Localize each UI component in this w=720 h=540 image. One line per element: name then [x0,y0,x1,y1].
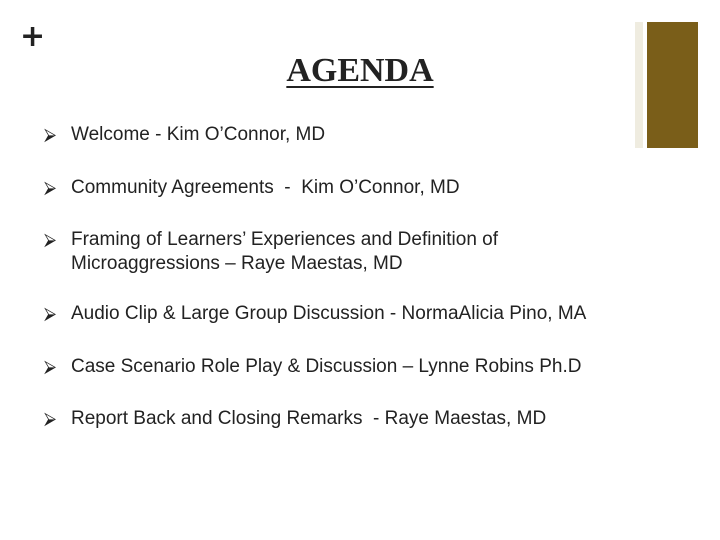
agenda-item [44,123,704,147]
arrow-bullet-icon: ⮚ [44,125,57,145]
agenda-item-text: Welcome - Kim O’Connor, MD [71,124,326,145]
agenda-item-text: Case Scenario Role Play & Discussion – Lynne Robins Ph.D [71,356,582,377]
arrow-bullet-icon: ⮚ [44,304,57,324]
agenda-item-text: Audio Clip & Large Group Discussion - NormaAlicia Pino, MA [71,303,587,324]
page-title-text: AGENDA [286,52,434,89]
agenda-item [44,355,704,379]
arrow-bullet-icon: ⮚ [44,409,57,429]
agenda-item [44,302,704,326]
arrow-bullet-icon: ⮚ [44,230,57,250]
agenda-item [44,228,704,276]
plus-marker: + [20,19,46,54]
agenda-item-text: Report Back and Closing Remarks - Raye Maestas, MD [71,408,547,429]
agenda-item [44,407,704,431]
agenda-item-text: Community Agreements - Kim O’Connor, MD [71,177,460,198]
agenda-item-text: Framing of Learners’ Experiences and Definition of Microaggressions – Raye Maestas, MD [71,229,499,274]
page-title [0,52,720,90]
arrow-bullet-icon: ⮚ [44,357,57,377]
agenda-item [44,176,704,200]
arrow-bullet-icon: ⮚ [44,178,57,198]
